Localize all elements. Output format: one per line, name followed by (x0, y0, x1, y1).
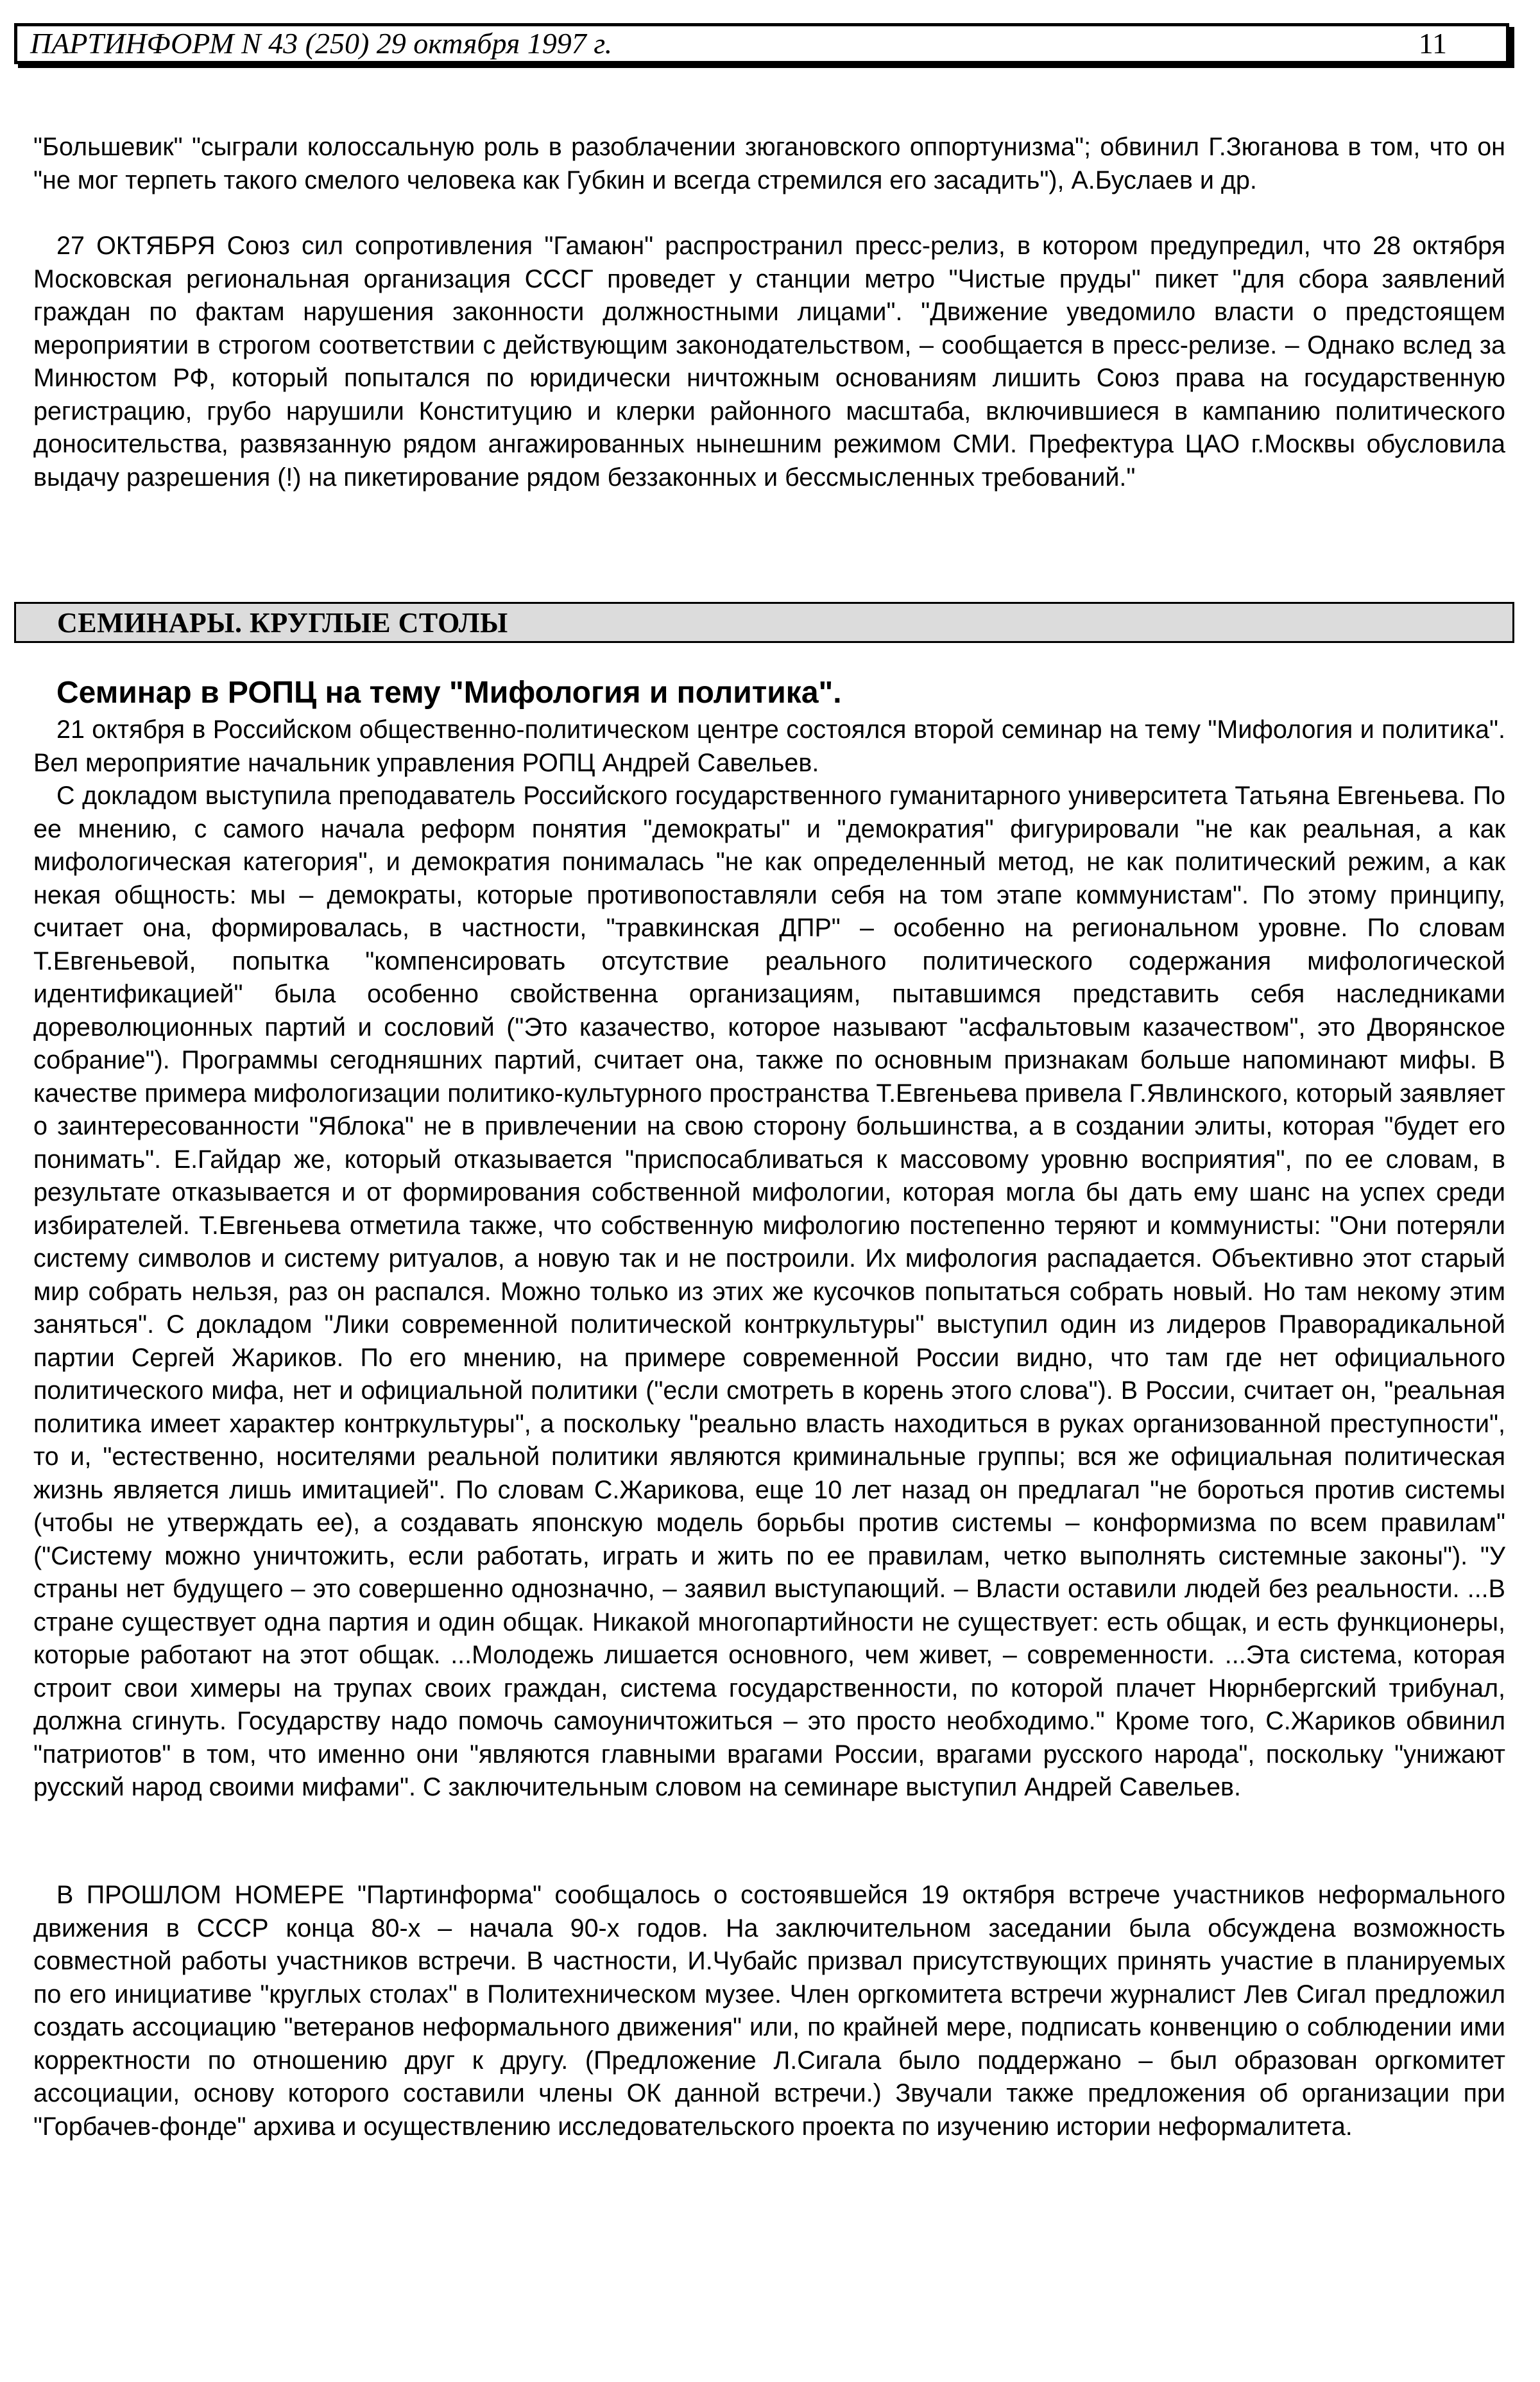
bottom-news-block (33, 1879, 1505, 2143)
article-title: Семинар в РОПЦ на тему "Мифология и политика". (56, 676, 842, 710)
top-news-block (33, 131, 1505, 494)
section-heading: СЕМИНАРЫ. КРУГЛЫЕ СТОЛЫ (57, 606, 508, 638)
header-shadow-right (1509, 27, 1514, 68)
article-paragraph-intro: 21 октября в Российском общественно-политическом центре состоялся второй семинар на тему "Мифология и политика". Вел мероприятие начальник управления РОПЦ Андрей Савельев. (33, 715, 1505, 777)
bottom-paragraph-previous-issue: В ПРОШЛОМ НОМЕРЕ "Партинформа" сообщалось о состоявшейся 19 октября встрече участников неформального движения в СССР конца 80-х – начала 90-х годов. На заключительном заседании была обсуждена возможность совместной работы участников встречи. В частности, И.Чубайс призвал присутствующих принять участие в планируемых по его инициативе "круглых столах" в Политехническом музее. Член оргкомитета встречи журналист Лев Сигал предложил создать ассоциацию "ветеранов неформального движения" или, по крайней мере, подписать конвенцию о соблюдении ими корректности по отношению друг к другу. (Предложение Л.Сигала было поддержано – был образован оргкомитет ассоциации, основу которого составили члены ОК данной встречи.) Звучали также предложения об организации при "Горбачев-фонде" архива и осуществлению исследовательского проекта по изучению истории неформалитета. (33, 1881, 1505, 2141)
header-shadow-bottom (18, 64, 1514, 68)
article-body (33, 714, 1505, 1804)
header-title: ПАРТИНФОРМ N 43 (250) 29 октября 1997 г. (30, 27, 613, 60)
article-paragraph-main: С докладом выступила преподаватель Российского государственного гуманитарного университета Татьяна Евгеньева. По ее мнению, с самого начала реформ понятия "демократы" и "демократия" фигурировали "не как реальная, а как мифологическая категория", и демократия понималась "не как определенный метод, не как политический режим, а как некая общность: мы – демократы, которые противопоставляли себя на том этапе коммунистам". По этому принципу, считает она, формировалась, в частности, "травкинская ДПР" – особенно на региональном уровне. По словам Т.Евгеньевой, попытка "компенсировать отсутствие реального политического содержания мифологической идентификацией" была особенно свойственна организациям, пытавшимся представить себя наследниками дореволюционных партий и сословий ("Это казачество, которое называют "асфальтовым казачеством", это Дворянское собрание"). Программы сегодняшних партий, считает она, также по основным признакам больше напоминают мифы. В качестве примера мифологизации политико-культурного пространства Т.Евгеньева привела Г.Явлинского, который заявляет о заинтересованности "Яблока" не в привлечении на свою сторону большинства, а в создании элиты, которая "будет его понимать". Е.Гайдар же, который отказывается "приспосабливаться к массовому уровню восприятия", по ее словам, в результате отказывается и от формирования собственной мифологии, которая могла бы дать ему шанс на успех среди избирателей. Т.Евгеньева отметила также, что собственную мифологию постепенно теряют и коммунисты: "Они потеряли систему символов и систему ритуалов, а новую так и не построили. Их мифология распадается. Объективно этот старый мир собрать нельзя, раз он распался. Можно только из этих же кусочков попытаться собрать новый. Но там некому этим заняться". С докладом "Лики современной политической контркультуры" выступил один из лидеров Праворадикальной партии Сергей Жариков. По его мнению, на примере современной России видно, что там где нет официального политического мифа, нет и официальной политики ("если смотреть в корень этого слова"). В России, считает он, "реальная политика имеет характер контркультуры", а поскольку "реально власть находиться в руках организованной преступности", то и, "естественно, носителями реальной политики являются криминальные группы; вся же официальная политическая жизнь является лишь имитацией". По словам С.Жарикова, еще 10 лет назад он предлагал "не бороться против системы (чтобы не утверждать ее), а создавать японскую модель борьбы против системы – конформизма по всем правилам" ("Систему можно уничтожить, если работать, играть и жить по ее правилам, четко выполнять системные законы"). "У страны нет будущего – это совершенно однозначно, – заявил выступающий. – Власти оставили людей без реальности. ...В стране существует одна партия и один общак. Никакой многопартийности не существует: есть общак, и есть функционеры, которые работают на этот общак. ...Молодежь лишается основного, чем живет, – современности. ...Эта система, которая строит свои химеры на трупах своих граждан, система государственности, по которой плачет Нюрнбергский трибунал, должна сгинуть. Государству надо помочь самоуничтожиться – это просто необходимо." Кроме того, С.Жариков обвинил "патриотов" в том, что именно они "являются главными врагами России, врагами русского народа", поскольку "унижают русский народ своими мифами". С заключительным словом на семинаре выступил Андрей Савельев. (33, 782, 1505, 1801)
section-heading-bar (14, 602, 1514, 643)
page-number: 11 (1418, 27, 1447, 60)
top-paragraph-gamayun: 27 ОКТЯБРЯ Союз сил сопротивления "Гамаюн" распространил пресс-релиз, в котором предупредил, что 28 октября Московская региональная организация СССГ проведет у станции метро "Чистые пруды" пикет "для сбора заявлений граждан по фактам нарушения законности должностными лицами". "Движение уведомило власти о предстоящем мероприятии в строгом соответствии с действующим законодательством, – сообщается в пресс-релизе. – Однако вслед за Минюстом РФ, который попытался по юридически ничтожным основаниям лишить Союз права на государственную регистрацию, грубо нарушили Конституцию и клерки районного масштаба, включившиеся в кампанию политического доносительства, развязанную рядом ангажированных нынешним режимом СМИ. Префектура ЦАО г.Москвы обусловила выдачу разрешения (!) на пикетирование рядом беззаконных и бессмысленных требований." (33, 232, 1505, 492)
page-header (14, 23, 1509, 64)
top-paragraph-continuation: "Большевик" "сыграли колоссальную роль в разоблачении зюгановского оппортунизма"; обвинил Г.Зюганова в том, что он "не мог терпеть такого смелого человека как Губкин и всегда стремился его засадить"), А.Буслаев и др. (33, 133, 1505, 194)
